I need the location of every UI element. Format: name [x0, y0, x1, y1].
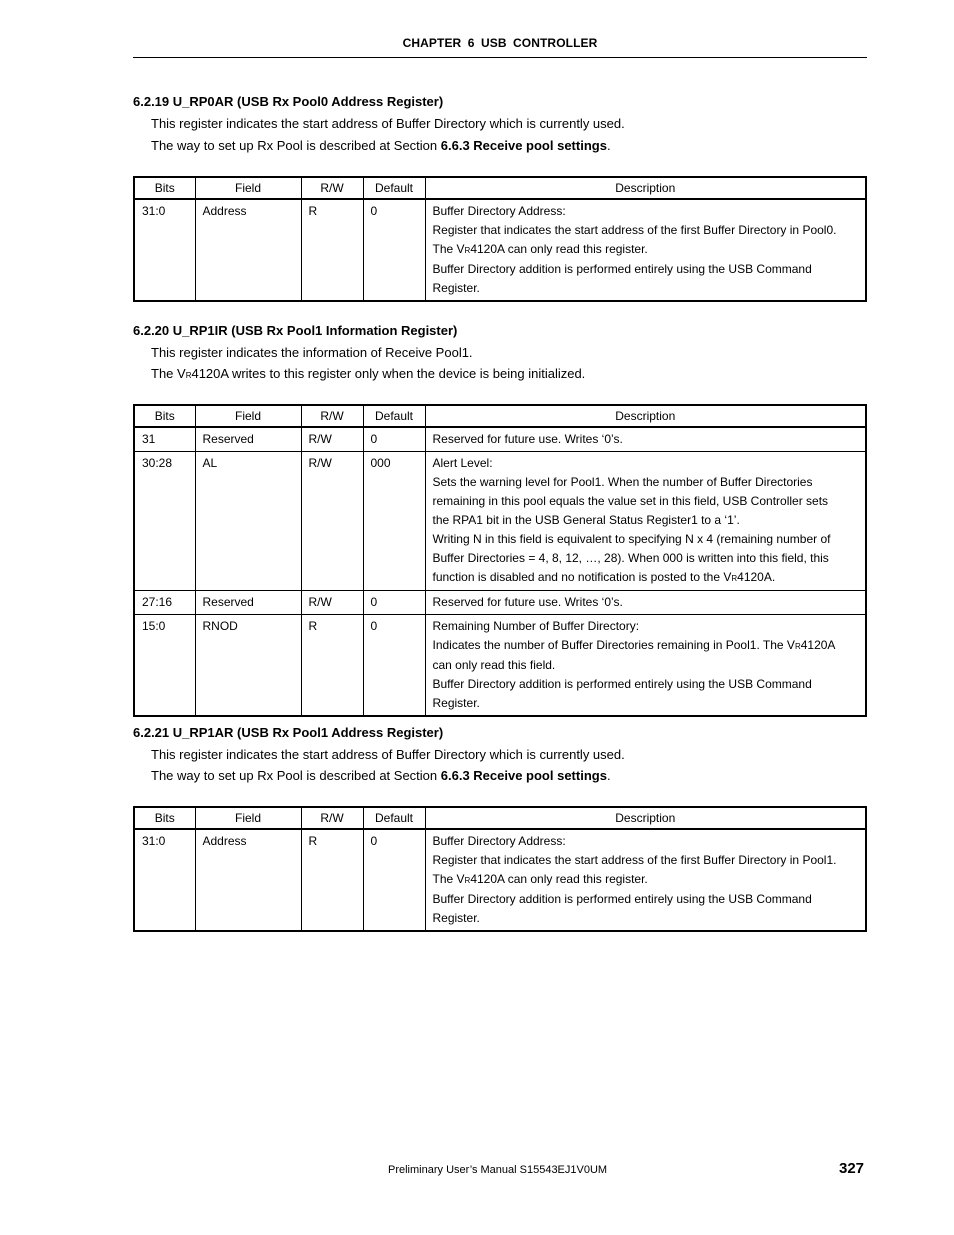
- chapter-header: CHAPTER 6 USB CONTROLLER: [402, 36, 598, 50]
- bits-cell: 27:16: [134, 591, 195, 615]
- register-table-u-rp1ar: [133, 806, 867, 932]
- section-paragraph: This register indicates the start address of Buffer Directory which is currently used.: [151, 116, 625, 131]
- description-line: Alert Level:: [432, 456, 493, 470]
- table-header-row: [134, 405, 866, 427]
- field-cell: Reserved: [195, 427, 301, 452]
- column-description-header: Description: [425, 807, 866, 829]
- description-line: The VR4120A can only read this register.: [432, 872, 648, 886]
- column-description-header: Description: [425, 177, 866, 199]
- table-header-row: [134, 177, 866, 199]
- table-header-row: [134, 807, 866, 829]
- column-field-header: Field: [195, 177, 301, 199]
- column-bits-header: Bits: [134, 177, 195, 199]
- description-line: Buffer Directory addition is performed entirely using the USB Command: [432, 262, 812, 276]
- default-cell: 0: [363, 829, 425, 931]
- table-row: [134, 591, 866, 615]
- description-line: can only read this field.: [432, 658, 556, 672]
- field-cell: RNOD: [195, 615, 301, 717]
- rw-cell: R: [301, 199, 363, 301]
- description-line: remaining in this pool equals the value set in this field, USB Controller sets: [432, 494, 829, 508]
- page-number: 327: [839, 1160, 865, 1177]
- bits-cell: 31:0: [134, 829, 195, 931]
- bits-cell: 15:0: [134, 615, 195, 717]
- field-cell: Reserved: [195, 591, 301, 615]
- description-line: the RPA1 bit in the USB General Status Register1 to a ‘1’.: [432, 513, 740, 527]
- column-rw-header: R/W: [301, 405, 363, 427]
- description-line: Buffer Directory Address:: [432, 204, 566, 218]
- description-cell: [425, 452, 866, 591]
- description-line: Buffer Directory addition is performed entirely using the USB Command: [432, 677, 812, 691]
- default-cell: 0: [363, 199, 425, 301]
- section-paragraph: This register indicates the start address of Buffer Directory which is currently used.: [151, 747, 625, 762]
- section-heading-6-2-20: 6.2.20 U_RP1IR (USB Rx Pool1 Information Register): [133, 323, 458, 338]
- description-line: Reserved for future use. Writes ‘0’s.: [432, 595, 623, 609]
- description-line: Register.: [432, 696, 480, 710]
- description-cell: [425, 829, 866, 931]
- header-rule: [133, 57, 867, 58]
- column-default-header: Default: [363, 807, 425, 829]
- section-paragraph: The way to set up Rx Pool is described at Section 6.6.3 Receive pool settings.: [151, 138, 611, 153]
- table-row: [134, 829, 866, 931]
- column-default-header: Default: [363, 405, 425, 427]
- column-bits-header: Bits: [134, 807, 195, 829]
- description-cell: [425, 591, 866, 615]
- field-cell: Address: [195, 199, 301, 301]
- rw-cell: R/W: [301, 427, 363, 452]
- description-line: Writing N in this field is equivalent to specifying N x 4 (remaining number of: [432, 532, 831, 546]
- section-heading-6-2-19: 6.2.19 U_RP0AR (USB Rx Pool0 Address Register): [133, 94, 444, 109]
- description-line: Register that indicates the start address of the first Buffer Directory in Pool0.: [432, 223, 837, 237]
- bits-cell: 31:0: [134, 199, 195, 301]
- section-paragraph: The VR4120A writes to this register only when the device is being initialized.: [151, 366, 586, 381]
- column-field-header: Field: [195, 807, 301, 829]
- default-cell: 0: [363, 591, 425, 615]
- column-rw-header: R/W: [301, 177, 363, 199]
- description-line: Buffer Directory Address:: [432, 834, 566, 848]
- description-line: Sets the warning level for Pool1. When the number of Buffer Directories: [432, 475, 813, 489]
- rw-cell: R: [301, 829, 363, 931]
- bits-cell: 31: [134, 427, 195, 452]
- default-cell: 0: [363, 427, 425, 452]
- description-line: The VR4120A can only read this register.: [432, 242, 648, 256]
- rw-cell: R/W: [301, 452, 363, 591]
- description-line: Remaining Number of Buffer Directory:: [432, 619, 640, 633]
- section-paragraph: This register indicates the information of Receive Pool1.: [151, 345, 473, 360]
- bits-cell: 30:28: [134, 452, 195, 591]
- register-table-u-rp1ir: [133, 404, 867, 717]
- register-table-u-rp0ar: [133, 176, 867, 302]
- column-bits-header: Bits: [134, 405, 195, 427]
- description-line: Indicates the number of Buffer Directories remaining in Pool1. The VR4120A: [432, 638, 836, 652]
- table-row: [134, 615, 866, 717]
- section-reference: 6.6.3 Receive pool settings: [440, 138, 607, 153]
- description-cell: [425, 199, 866, 301]
- column-default-header: Default: [363, 177, 425, 199]
- table-row: [134, 427, 866, 452]
- section-paragraph: The way to set up Rx Pool is described at Section 6.6.3 Receive pool settings.: [151, 768, 611, 783]
- column-description-header: Description: [425, 405, 866, 427]
- description-line: function is disabled and no notification is posted to the VR4120A.: [432, 570, 776, 584]
- default-cell: 000: [363, 452, 425, 591]
- column-field-header: Field: [195, 405, 301, 427]
- description-cell: [425, 615, 866, 717]
- rw-cell: R: [301, 615, 363, 717]
- description-line: Register.: [432, 911, 480, 925]
- field-cell: Address: [195, 829, 301, 931]
- description-line: Register that indicates the start address of the first Buffer Directory in Pool1.: [432, 853, 837, 867]
- description-line: Buffer Directories = 4, 8, 12, …, 28). When 000 is written into this field, this: [432, 551, 829, 565]
- description-line: Buffer Directory addition is performed entirely using the USB Command: [432, 892, 812, 906]
- column-rw-header: R/W: [301, 807, 363, 829]
- field-cell: AL: [195, 452, 301, 591]
- description-line: Register.: [432, 281, 480, 295]
- rw-cell: R/W: [301, 591, 363, 615]
- table-row: [134, 452, 866, 591]
- description-line: Reserved for future use. Writes ‘0’s.: [432, 432, 623, 446]
- section-heading-6-2-21: 6.2.21 U_RP1AR (USB Rx Pool1 Address Register): [133, 725, 444, 740]
- table-row: [134, 199, 866, 301]
- description-cell: [425, 427, 866, 452]
- default-cell: 0: [363, 615, 425, 717]
- footer-manual-id: Preliminary User’s Manual S15543EJ1V0UM: [388, 1164, 608, 1176]
- section-reference: 6.6.3 Receive pool settings: [440, 768, 607, 783]
